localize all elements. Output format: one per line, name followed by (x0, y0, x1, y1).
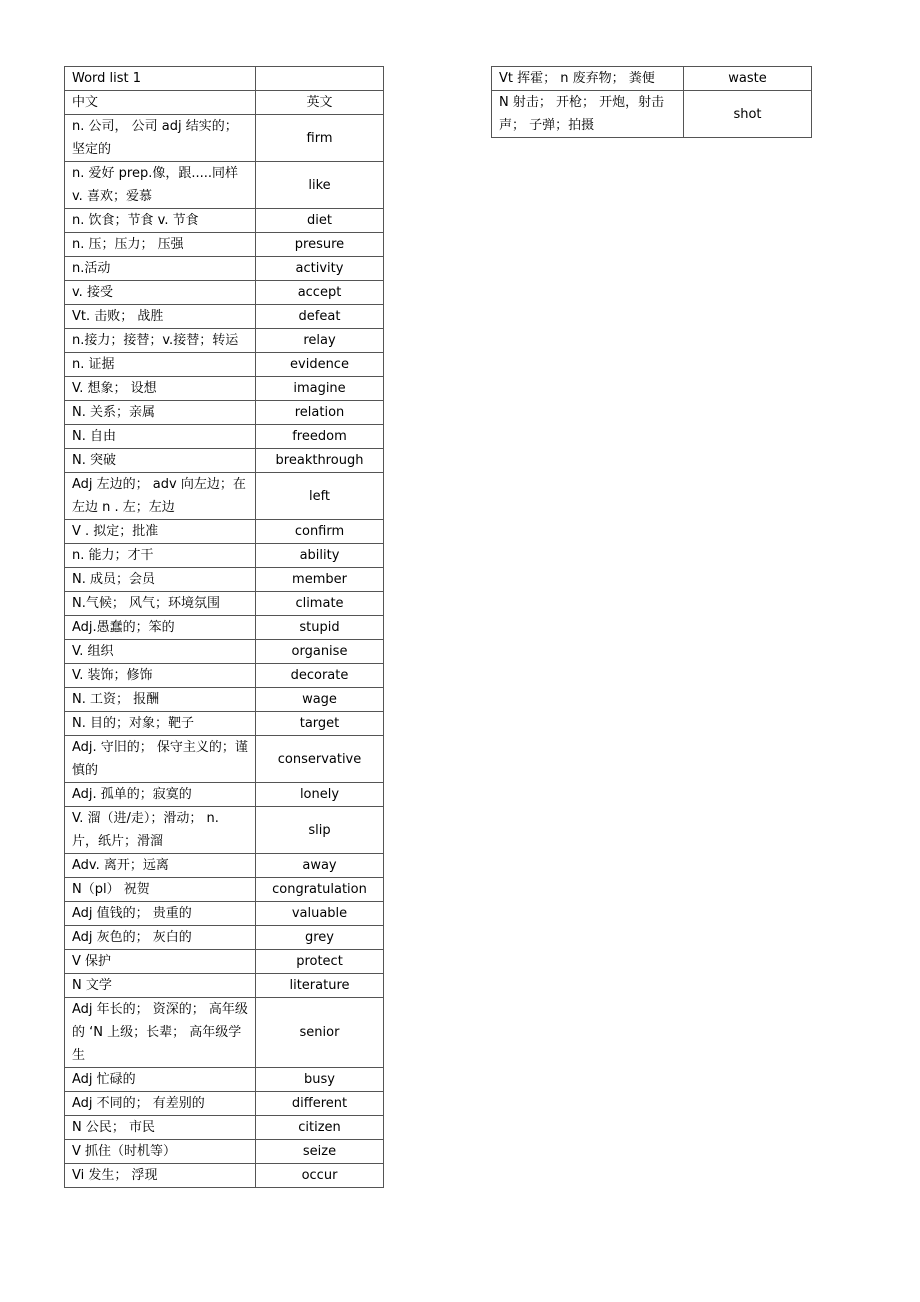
english-word: occur (256, 1164, 384, 1188)
english-word: defeat (256, 305, 384, 329)
english-word: confirm (256, 520, 384, 544)
english-word: imagine (256, 377, 384, 401)
word-row (65, 520, 384, 544)
word-row (65, 305, 384, 329)
title-empty-cell (256, 67, 384, 91)
word-row (65, 1164, 384, 1188)
left-word-table (64, 66, 384, 1188)
english-word: senior (256, 998, 384, 1068)
word-list-title: Word list 1 (65, 67, 256, 91)
english-word: accept (256, 281, 384, 305)
word-row (65, 664, 384, 688)
chinese-definition: v. 接受 (65, 281, 256, 305)
chinese-definition: Adj 左边的； adv 向左边；在左边 n . 左；左边 (65, 473, 256, 520)
chinese-definition: V. 溜（进/走）；滑动； n. 片，纸片；滑溜 (65, 807, 256, 854)
chinese-definition: N. 突破 (65, 449, 256, 473)
right-word-table (491, 66, 812, 138)
right-table-body (492, 67, 812, 138)
english-word: slip (256, 807, 384, 854)
english-word: relation (256, 401, 384, 425)
word-row (65, 473, 384, 520)
chinese-definition: Vt. 击败； 战胜 (65, 305, 256, 329)
header-en: 英文 (256, 91, 384, 115)
english-word: like (256, 162, 384, 209)
chinese-definition: n.接力；接替；v.接替；转运 (65, 329, 256, 353)
word-row (65, 115, 384, 162)
english-word: citizen (256, 1116, 384, 1140)
word-row (65, 854, 384, 878)
header-zh: 中文 (65, 91, 256, 115)
word-row (65, 257, 384, 281)
english-word: decorate (256, 664, 384, 688)
chinese-definition: N（pl） 祝贺 (65, 878, 256, 902)
word-row (492, 67, 812, 91)
chinese-definition: Vi 发生； 浮现 (65, 1164, 256, 1188)
word-row (65, 616, 384, 640)
chinese-definition: N. 自由 (65, 425, 256, 449)
chinese-definition: Adj 不同的； 有差别的 (65, 1092, 256, 1116)
english-word: member (256, 568, 384, 592)
chinese-definition: N. 目的；对象；靶子 (65, 712, 256, 736)
word-row (65, 736, 384, 783)
chinese-definition: n. 公司， 公司 adj 结实的；坚定的 (65, 115, 256, 162)
word-row (65, 449, 384, 473)
english-word: wage (256, 688, 384, 712)
english-word: firm (256, 115, 384, 162)
word-row (65, 688, 384, 712)
english-word: stupid (256, 616, 384, 640)
word-row (65, 974, 384, 998)
word-row (65, 783, 384, 807)
word-row (65, 281, 384, 305)
english-word: target (256, 712, 384, 736)
word-row (65, 162, 384, 209)
word-row (65, 902, 384, 926)
word-row (65, 807, 384, 854)
chinese-definition: Adj. 守旧的； 保守主义的；谨慎的 (65, 736, 256, 783)
chinese-definition: N. 关系；亲属 (65, 401, 256, 425)
english-word: different (256, 1092, 384, 1116)
english-word: valuable (256, 902, 384, 926)
word-row (65, 568, 384, 592)
chinese-definition: N. 工资； 报酬 (65, 688, 256, 712)
english-word: climate (256, 592, 384, 616)
word-row (65, 926, 384, 950)
english-word: protect (256, 950, 384, 974)
word-row (65, 353, 384, 377)
chinese-definition: Adj. 孤单的；寂寞的 (65, 783, 256, 807)
word-row (65, 950, 384, 974)
word-row (65, 1140, 384, 1164)
chinese-definition: N. 成员；会员 (65, 568, 256, 592)
english-word: away (256, 854, 384, 878)
title-row (65, 67, 384, 91)
chinese-definition: Adj 年长的； 资深的； 高年级的 ‘N 上级；长辈； 高年级学生 (65, 998, 256, 1068)
word-row (65, 233, 384, 257)
chinese-definition: V 保护 (65, 950, 256, 974)
word-row (65, 1068, 384, 1092)
word-row (65, 401, 384, 425)
word-row (65, 878, 384, 902)
word-row (65, 1092, 384, 1116)
chinese-definition: V. 组织 (65, 640, 256, 664)
english-word: organise (256, 640, 384, 664)
chinese-definition: n. 饮食；节食 v. 节食 (65, 209, 256, 233)
english-word: breakthrough (256, 449, 384, 473)
left-table-body (65, 67, 384, 1188)
chinese-definition: n. 能力；才干 (65, 544, 256, 568)
english-word: activity (256, 257, 384, 281)
chinese-definition: N 射击； 开枪； 开炮，射击声； 子弹；拍摄 (492, 91, 684, 138)
word-row (65, 592, 384, 616)
chinese-definition: V 抓住（时机等） (65, 1140, 256, 1164)
english-word: lonely (256, 783, 384, 807)
chinese-definition: Adj 灰色的； 灰白的 (65, 926, 256, 950)
english-word: conservative (256, 736, 384, 783)
english-word: evidence (256, 353, 384, 377)
chinese-definition: V . 拟定；批准 (65, 520, 256, 544)
word-row (65, 712, 384, 736)
english-word: diet (256, 209, 384, 233)
chinese-definition: Adj.愚蠢的；笨的 (65, 616, 256, 640)
english-word: ability (256, 544, 384, 568)
chinese-definition: Adj 忙碌的 (65, 1068, 256, 1092)
chinese-definition: n. 证据 (65, 353, 256, 377)
word-row (65, 640, 384, 664)
english-word: literature (256, 974, 384, 998)
chinese-definition: Adv. 离开；远离 (65, 854, 256, 878)
english-word: freedom (256, 425, 384, 449)
english-word: left (256, 473, 384, 520)
english-word: congratulation (256, 878, 384, 902)
word-row (65, 1116, 384, 1140)
chinese-definition: Adj 值钱的； 贵重的 (65, 902, 256, 926)
chinese-definition: V. 想象； 设想 (65, 377, 256, 401)
word-row (65, 329, 384, 353)
english-word: grey (256, 926, 384, 950)
english-word: seize (256, 1140, 384, 1164)
header-row (65, 91, 384, 115)
english-word: shot (684, 91, 812, 138)
english-word: relay (256, 329, 384, 353)
chinese-definition: n. 爱好 prep.像，跟.....同样 v. 喜欢；爱慕 (65, 162, 256, 209)
chinese-definition: N.气候； 风气；环境氛围 (65, 592, 256, 616)
word-row (65, 209, 384, 233)
word-row (65, 425, 384, 449)
english-word: busy (256, 1068, 384, 1092)
chinese-definition: Vt 挥霍； n 废弃物； 粪便 (492, 67, 684, 91)
word-row (492, 91, 812, 138)
word-row (65, 544, 384, 568)
chinese-definition: N 公民； 市民 (65, 1116, 256, 1140)
chinese-definition: V. 装饰；修饰 (65, 664, 256, 688)
chinese-definition: N 文学 (65, 974, 256, 998)
chinese-definition: n. 压；压力； 压强 (65, 233, 256, 257)
chinese-definition: n.活动 (65, 257, 256, 281)
english-word: waste (684, 67, 812, 91)
english-word: presure (256, 233, 384, 257)
word-row (65, 377, 384, 401)
word-row (65, 998, 384, 1068)
